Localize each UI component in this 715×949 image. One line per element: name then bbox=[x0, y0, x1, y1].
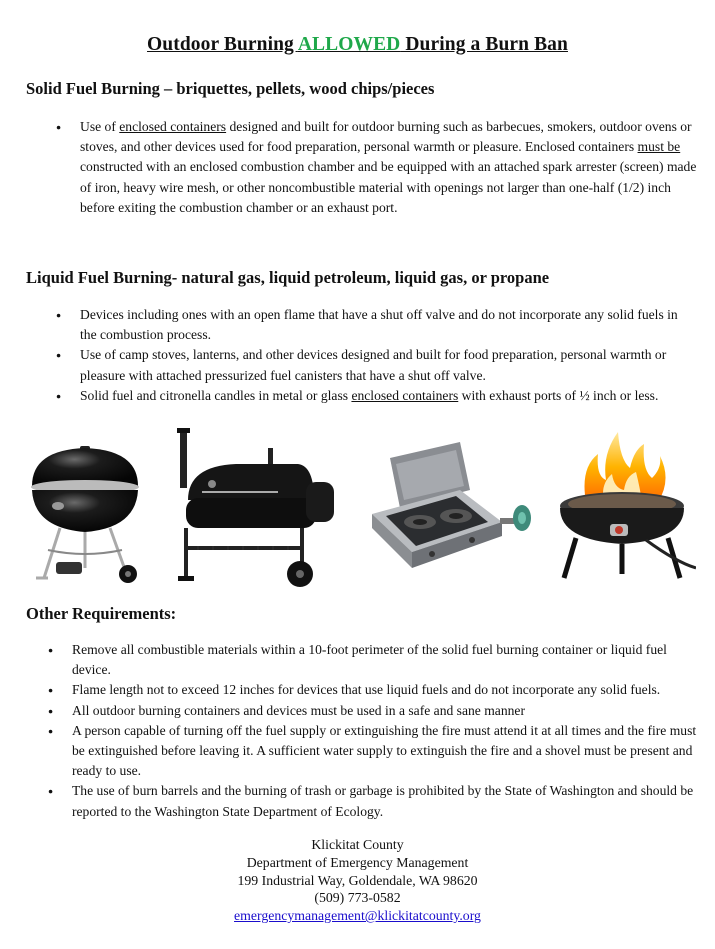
solid-fuel-list bbox=[56, 117, 706, 218]
section-heading-other-requirements: Other Requirements: bbox=[26, 604, 177, 623]
address: 199 Industrial Way, Goldendale, WA 98620 bbox=[237, 872, 478, 888]
offset-smoker-icon bbox=[168, 428, 338, 598]
requirements-list bbox=[48, 640, 703, 822]
list-item-underline: enclosed containers bbox=[119, 119, 227, 134]
list-item bbox=[56, 117, 706, 218]
propane-fire-pit-icon bbox=[546, 428, 696, 598]
liquid-fuel-list bbox=[56, 305, 691, 406]
list-item: ● Remove all combustible materials within a 10-foot perimeter of the solid fuel burning container or liquid fuel device. bbox=[48, 640, 703, 680]
list-item: ● A person capable of turning off the fuel supply or extinguishing the fire must attend it at all times and the fire must be extinguished before leaving it. A sufficient water supply to extinguish the fire and a shovel must be present and ready to use. bbox=[48, 721, 703, 782]
county-name: Klickitat County bbox=[311, 837, 404, 852]
list-item bbox=[56, 386, 691, 406]
contact-footer bbox=[0, 836, 715, 925]
list-item-underline: enclosed containers bbox=[351, 387, 459, 403]
department-name: Department of Emergency Management bbox=[246, 854, 469, 870]
list-item: ● Use of camp stoves, lanterns, and other devices designed and built for food preparation, personal warmth or pleasure with attached pressurized fuel canisters that have a shut off valve. bbox=[56, 345, 691, 385]
list-item-text: designed and built for outdoor burning such as barbecues, smokers, outdoor ovens or stoves, and other devices used for food preparation, personal warmth or pleasure. Enclosed containers bbox=[80, 119, 692, 155]
kettle-grill-icon bbox=[18, 428, 153, 598]
title-highlight: ALLOWED bbox=[297, 34, 401, 55]
camp-stove-icon bbox=[352, 428, 532, 598]
list-item: ● All outdoor burning containers and devices must be used in a safe and sane manner bbox=[48, 701, 703, 721]
list-item: ● The use of burn barrels and the burning of trash or garbage is prohibited by the State of Washington and should be reported to the Washington State Department of Ecology. bbox=[48, 781, 703, 821]
section-heading-liquid-fuel: Liquid Fuel Burning- natural gas, liquid petroleum, liquid gas, or propane bbox=[26, 268, 550, 287]
list-item-text: constructed with an enclosed combustion chamber and be equipped with an attached spark arrester (screen) made of iron, heavy wire mesh, or other noncombustible material with openings not larger than one-half (1/2) inch before exiting the combustion chamber or an exhaust port. bbox=[80, 159, 697, 215]
section-heading-solid-fuel: Solid Fuel Burning – briquettes, pellets, wood chips/pieces bbox=[26, 79, 435, 98]
title-part-1: Outdoor Burning bbox=[147, 34, 298, 55]
phone-number: (509) 773-0582 bbox=[314, 890, 401, 906]
list-item: ● Flame length not to exceed 12 inches for devices that use liquid fuels and do not incorporate any solid fuels. bbox=[48, 680, 703, 700]
title-part-2: During a Burn Ban bbox=[400, 34, 568, 55]
list-item: ● Devices including ones with an open flame that have a shut off valve and do not incorporate any solid fuels in the combustion process. bbox=[56, 305, 691, 345]
page-title bbox=[0, 34, 715, 56]
device-images bbox=[0, 428, 715, 598]
list-item-text: Solid fuel and citronella candles in metal or glass bbox=[80, 387, 352, 403]
list-item-text: with exhaust ports of ½ inch or less. bbox=[458, 387, 659, 403]
list-item-underline: must be bbox=[637, 139, 681, 155]
list-item-text: Use of bbox=[80, 119, 120, 134]
email-link[interactable]: emergencymanagement@klickitatcounty.org bbox=[234, 908, 481, 924]
